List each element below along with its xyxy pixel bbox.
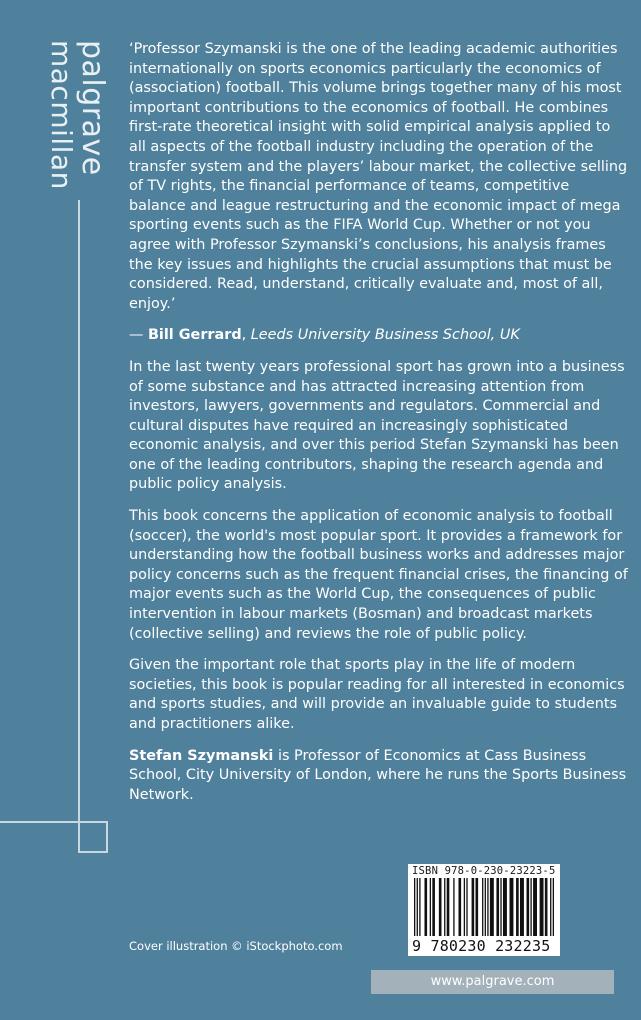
isbn-label: ISBN 978-0-230-23223-5 — [412, 865, 556, 877]
url-bar — [371, 970, 614, 994]
blurb-paragraph-3: Given the important role that sports play in the life of modern societies, this book is popular reading for all interested in economics and sports studies, and will provide an invaluable guide to students and practitioners alike. — [129, 657, 625, 732]
publisher-url[interactable]: www.palgrave.com — [430, 974, 555, 989]
barcode-bar — [510, 878, 514, 936]
barcode-bar — [485, 878, 486, 936]
barcode-bar — [516, 878, 519, 936]
author-name: Stefan Szymanski — [129, 747, 274, 764]
barcode-bar — [530, 878, 531, 936]
barcode-bar — [414, 878, 415, 936]
barcode-bar — [458, 878, 461, 936]
publisher-logo — [42, 40, 112, 200]
barcode-bar — [464, 878, 465, 936]
logo-macmillan: macmillan — [45, 40, 78, 190]
endorsement-attribution — [129, 326, 629, 346]
barcode-bar — [444, 878, 445, 936]
barcode-bars — [412, 878, 556, 936]
barcode-bar — [439, 878, 442, 936]
barcode-bar — [553, 878, 554, 936]
barcode-bar — [472, 878, 475, 936]
barcode-bar — [500, 878, 501, 936]
barcode-bar — [533, 878, 537, 936]
horizontal-rule — [0, 821, 80, 823]
back-cover-text — [129, 40, 629, 817]
attribution-dash: — — [129, 327, 148, 344]
barcode-bar — [496, 878, 499, 936]
barcode-bar — [419, 878, 420, 936]
author-bio-text: is Professor of Economics at Cass Business School, City University of London, where he runs the Sports Business Network. — [129, 747, 627, 803]
barcode-bar — [503, 878, 507, 936]
barcode-bar — [453, 878, 454, 936]
author-bio — [129, 747, 629, 806]
barcode-bar — [527, 878, 530, 936]
barcode-bar — [490, 878, 494, 936]
endorser-affiliation: Leeds University Business School, UK — [250, 327, 520, 344]
blurb-paragraph-2: This book concerns the application of economic analysis to football (soccer), the world's most popular sport. It provides a framework for understanding how the football business works and addresses major policy concerns such as the frequent financial crises, the financing of major events such as the World Cup, the consequences of public intervention in labour markets (Bosman) and broadcast markets (collective selling) and reviews the role of public policy. — [129, 508, 628, 642]
endorsement-quote: ‘Professor Szymanski is the one of the leading academic authorities internationally on sports economics particularly the economics of (association) football. This volume brings together many of his most important contributions to the economics of football. He combines first-rate theoretical insight with solid empirical analysis applied to all aspects of the football industry including the operation of the transfer system and the players’ labour market, the collective selling of TV rights, the financial performance of teams, competitive balance and league restructuring and the economic impact of mega sporting events such as the FIFA World Cup. Whether or not you agree with Professor Szymanski’s conclusions, his analysis frames the key issues and highlights the crucial assumptions that must be considered. Read, understand, critically evaluate and, most of all, enjoy.’ — [129, 41, 628, 312]
barcode-bar — [447, 878, 450, 936]
endorser-name: Bill Gerrard — [147, 327, 242, 344]
barcode-bar — [476, 878, 479, 936]
barcode-bar — [430, 878, 431, 936]
barcode-bar — [540, 878, 544, 936]
barcode-digits: 9 780230 232235 — [412, 937, 551, 955]
logo-palgrave: palgrave — [75, 40, 110, 176]
barcode-bar — [466, 878, 467, 936]
isbn-barcode — [408, 864, 560, 956]
barcode-bar — [432, 878, 435, 936]
barcode-bar — [545, 878, 548, 936]
cover-credit: Cover illustration © iStockphoto.com — [129, 939, 343, 953]
barcode-bar — [520, 878, 524, 936]
barcode-bar — [550, 878, 551, 936]
corner-square — [78, 821, 108, 853]
barcode-bar — [417, 878, 418, 936]
vertical-rule — [78, 200, 80, 822]
attribution-separator: , — [241, 327, 251, 344]
blurb-paragraph-1: In the last twenty years professional sport has grown into a business of some substance and has attracted increasing attention from investors, lawyers, governments and regulators. Commercial and cultural disputes have required an increasingly sophisticated economic analysis, and over this period Stefan Szymanski has been one of the leading contributors, shaping the research agenda and public policy analysis. — [129, 358, 625, 493]
barcode-bar — [424, 878, 427, 936]
barcode-bar — [482, 878, 483, 936]
barcode-bar — [487, 878, 488, 936]
